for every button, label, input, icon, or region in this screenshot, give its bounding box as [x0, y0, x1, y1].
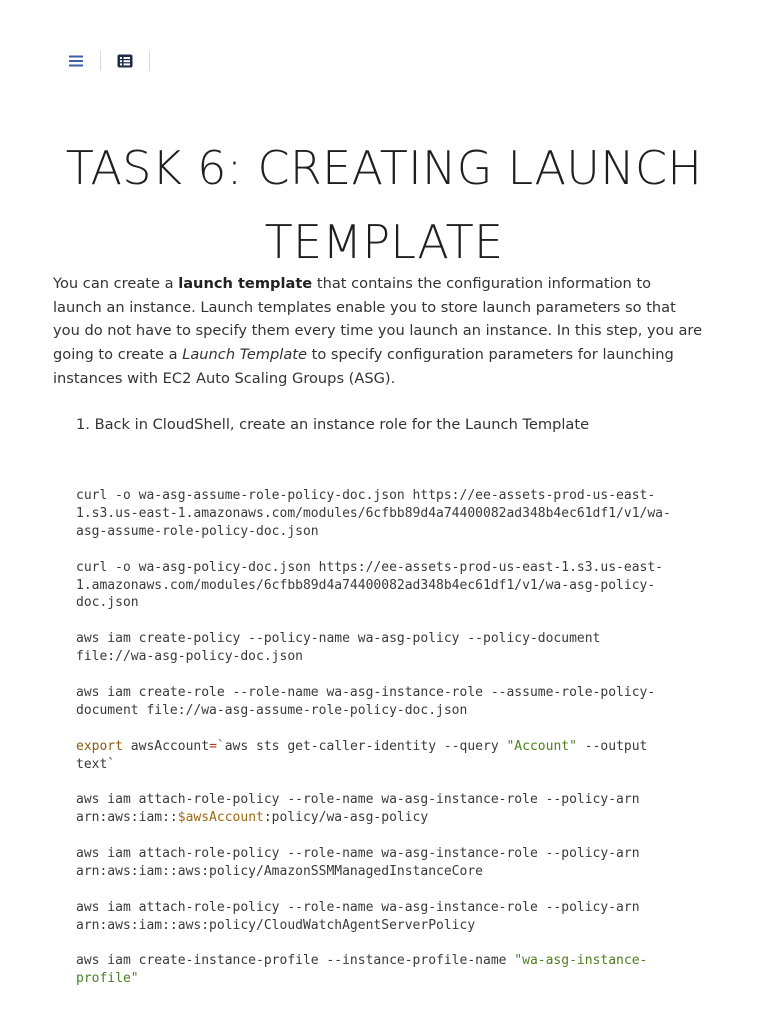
- code-command-end: :policy/wa-asg-policy: [263, 810, 429, 826]
- code-line-attach-cloudwatch-policy: aws iam attach-role-policy --role-name wa-asg-instance-role --policy-arn arn:aws:iam::aws:policy/CloudWatchAgentServerPolicy: [76, 899, 640, 933]
- toolbar-divider: [149, 51, 150, 71]
- code-block[interactable]: [76, 487, 696, 1006]
- intro-italic-term: Launch Template: [182, 346, 307, 364]
- step-text: Back in CloudShell, create an instance role for the Launch Template: [94, 416, 590, 433]
- code-string: "wa-asg-instance- profile": [76, 953, 648, 987]
- list-alt-icon[interactable]: [113, 49, 137, 73]
- toolbar: [64, 48, 162, 74]
- code-keyword: export: [76, 738, 123, 754]
- intro-text-3: to specify configuration parameters for launching instances with EC2 Auto Scaling Groups (ASG).: [53, 346, 674, 387]
- code-command-end: --output text`: [76, 738, 648, 772]
- intro-text-2: that contains the configuration information to launch an instance. Launch templates enable you to store launch parameters so that you do not have to specify them every time you launch an instance. In this step, you are going to create a: [53, 275, 703, 364]
- code-variable: $awsAccount: [177, 810, 264, 826]
- intro-paragraph: [53, 272, 703, 391]
- code-line-create-policy: aws iam create-policy --policy-name wa-asg-policy --policy-document file://wa-asg-policy-doc.json: [76, 631, 601, 665]
- code-variable-name: awsAccount: [122, 738, 210, 754]
- code-line-create-instance-profile: [76, 952, 696, 988]
- code-string: "Account": [506, 738, 577, 754]
- intro-bold-term: launch template: [178, 275, 313, 292]
- code-command: aws iam create-instance-profile --instance-profile-name: [76, 953, 515, 969]
- code-line-curl-policy: curl -o wa-asg-policy-doc.json https://ee-assets-prod-us-east-1.s3.us-east- 1.amazonaws.com/modules/6cfbb89d4a74400082ad348b4ec61df1/v1/wa-asg-policy- doc.json: [76, 559, 663, 611]
- code-command: aws iam attach-role-policy --role-name wa-asg-instance-role --policy-arn arn:aws:iam::: [76, 792, 640, 826]
- code-line-curl-assume-role: curl -o wa-asg-assume-role-policy-doc.json https://ee-assets-prod-us-east- 1.s3.us-east-1.amazonaws.com/modules/6cfbb89d4a74400082ad348b4ec61df1/v1/wa- asg-assume-role-policy-doc.json: [76, 488, 671, 539]
- code-operator: =`: [209, 738, 225, 754]
- toolbar-divider: [100, 51, 101, 71]
- step-item: [76, 414, 716, 436]
- code-line-create-role: aws iam create-role --role-name wa-asg-instance-role --assume-role-policy- document file://wa-asg-assume-role-policy-doc.json: [76, 684, 656, 718]
- hamburger-menu-icon[interactable]: [64, 49, 88, 73]
- code-line-export-account: [76, 738, 696, 774]
- page-title: TASK 6: CREATING LAUNCH TEMPLATE: [65, 140, 703, 269]
- step-number: 1.: [76, 416, 90, 433]
- code-command: aws sts get-caller-identity --query: [224, 738, 507, 754]
- code-line-attach-ssm-policy: aws iam attach-role-policy --role-name wa-asg-instance-role --policy-arn arn:aws:iam::aws:policy/AmazonSSMManagedInstanceCore: [76, 846, 640, 879]
- intro-text-1: You can create a: [53, 275, 179, 292]
- code-line-attach-wa-asg-policy: [76, 791, 696, 827]
